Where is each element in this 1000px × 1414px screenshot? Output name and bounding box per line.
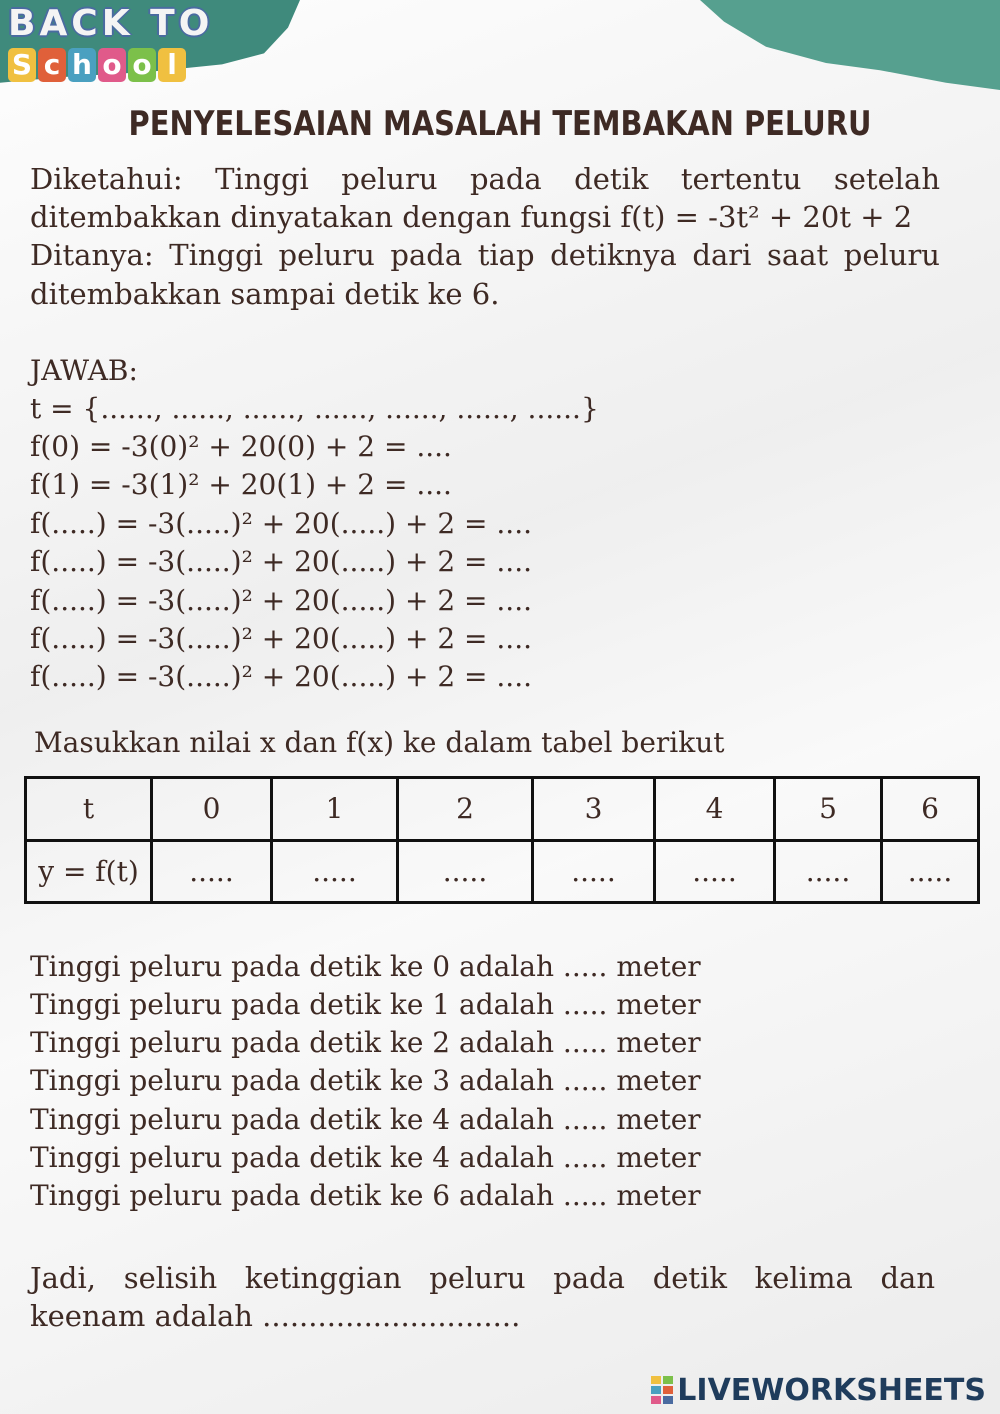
logo-letter: o xyxy=(98,48,126,82)
table-cell-t: 0 xyxy=(152,778,272,841)
asked-line-2: ditembakkan sampai detik ke 6. xyxy=(30,277,500,311)
back-to-school-logo xyxy=(8,2,223,90)
logo-letter: S xyxy=(8,48,36,82)
logo-top-text: BACK TO xyxy=(8,3,214,44)
logo-letter: c xyxy=(38,48,66,82)
conclusion-line-1: Jadi, selisih ketinggian peluru pada detik kelima dan xyxy=(30,1261,935,1295)
table-row-t xyxy=(26,778,979,841)
liveworksheets-text: LIVEWORKSHEETS xyxy=(677,1372,986,1408)
given-line-1: Diketahui: Tinggi peluru pada detik tertentu setelah xyxy=(30,162,940,196)
table-cell-answer[interactable]: ..... xyxy=(152,840,272,903)
height-statement[interactable]: Tinggi peluru pada detik ke 4 adalah ..... meter xyxy=(30,1103,701,1136)
height-statement[interactable]: Tinggi peluru pada detik ke 1 adalah ..... meter xyxy=(30,988,701,1021)
height-statement[interactable]: Tinggi peluru pada detik ke 4 adalah ..... meter xyxy=(30,1141,701,1174)
calculation-line[interactable]: f(.....) = -3(.....)² + 20(.....) + 2 = .... xyxy=(30,545,533,578)
calculation-line[interactable]: f(.....) = -3(.....)² + 20(.....) + 2 = .... xyxy=(30,584,533,617)
height-statement[interactable]: Tinggi peluru pada detik ke 3 adalah ..... meter xyxy=(30,1064,701,1097)
conclusion-line-2[interactable]: keenam adalah ............................ xyxy=(30,1299,521,1333)
height-statement[interactable]: Tinggi peluru pada detik ke 6 adalah ..... meter xyxy=(30,1179,701,1212)
logo-letter: l xyxy=(158,48,186,82)
page-title: PENYELESAIAN MASALAH TEMBAKAN PELURU xyxy=(128,104,872,144)
values-table xyxy=(24,776,980,904)
calculation-line[interactable]: f(1) = -3(1)² + 20(1) + 2 = .... xyxy=(30,468,452,501)
table-cell-answer[interactable]: ..... xyxy=(272,840,398,903)
height-statement[interactable]: Tinggi peluru pada detik ke 2 adalah ..... meter xyxy=(30,1026,701,1059)
table-cell-t: 3 xyxy=(533,778,655,841)
calculation-line[interactable]: f(.....) = -3(.....)² + 20(.....) + 2 = .... xyxy=(30,660,533,693)
table-cell-t: 5 xyxy=(775,778,882,841)
calculation-line[interactable]: f(0) = -3(0)² + 20(0) + 2 = .... xyxy=(30,430,452,463)
table-cell-t: 2 xyxy=(398,778,533,841)
table-row-y xyxy=(26,840,979,903)
liveworksheets-icon xyxy=(651,1376,673,1404)
table-cell-answer[interactable]: ..... xyxy=(533,840,655,903)
given-line-2: ditembakkan dinyatakan dengan fungsi f(t) = -3t² + 20t + 2 xyxy=(30,200,913,234)
calculation-line[interactable]: f(.....) = -3(.....)² + 20(.....) + 2 = .... xyxy=(30,622,533,655)
t-set-blank[interactable]: t = {......, ......, ......, ......, ......, ......, ......} xyxy=(30,392,599,425)
answer-label: JAWAB: xyxy=(30,354,138,387)
table-cell-t: 4 xyxy=(655,778,775,841)
logo-bottom-letters xyxy=(8,48,223,82)
height-statement[interactable]: Tinggi peluru pada detik ke 0 adalah ..... meter xyxy=(30,950,701,983)
table-cell-answer[interactable]: ..... xyxy=(655,840,775,903)
table-cell-answer[interactable]: ..... xyxy=(398,840,533,903)
table-cell-answer[interactable]: ..... xyxy=(882,840,979,903)
table-header-y: y = f(t) xyxy=(26,840,152,903)
table-cell-t: 1 xyxy=(272,778,398,841)
table-cell-answer[interactable]: ..... xyxy=(775,840,882,903)
logo-letter: o xyxy=(128,48,156,82)
asked-line-1: Ditanya: Tinggi peluru pada tiap detiknya dari saat peluru xyxy=(30,238,940,272)
table-header-t: t xyxy=(26,778,152,841)
logo-letter: h xyxy=(68,48,96,82)
table-cell-t: 6 xyxy=(882,778,979,841)
table-instruction: Masukkan nilai x dan f(x) ke dalam tabel berikut xyxy=(34,726,725,759)
calculation-line[interactable]: f(.....) = -3(.....)² + 20(.....) + 2 = .... xyxy=(30,507,533,540)
liveworksheets-logo xyxy=(651,1372,986,1408)
